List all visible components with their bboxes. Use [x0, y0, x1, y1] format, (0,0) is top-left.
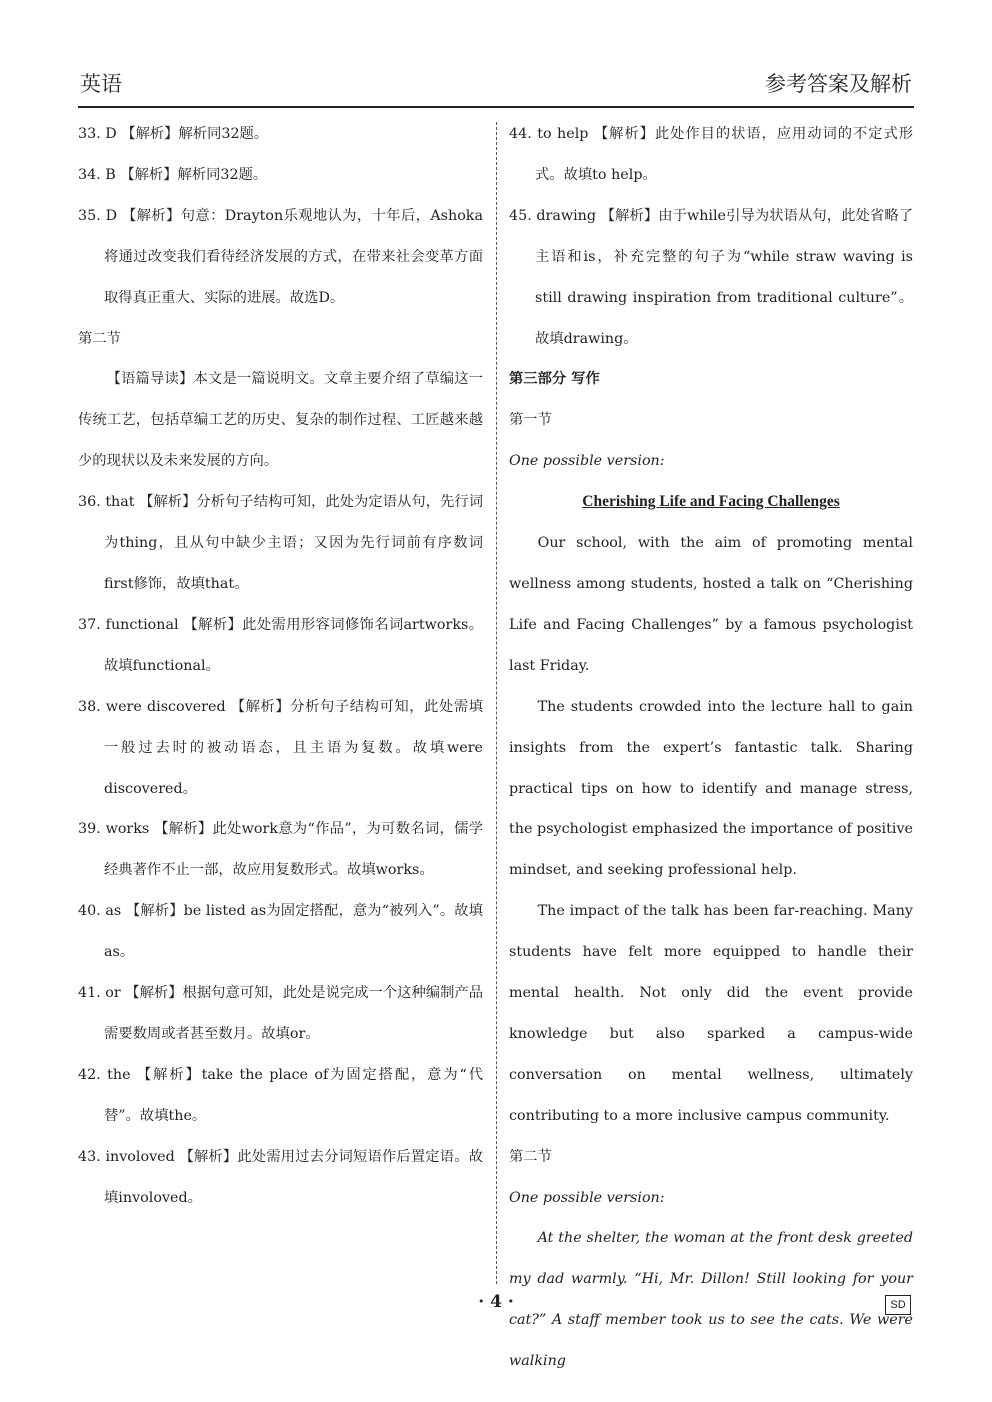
- essay-paragraph: Our school, with the aim of promoting mental wellness among students, hosted a talk on “Cherishing Life and Facing Challenges” by a famous psychologist last Friday.: [509, 535, 913, 674]
- right-column: [509, 114, 913, 1382]
- answer-36: 36. that 【解析】分析句子结构可知，此处为定语从句，先行词为thing，且从句中缺少主语；又因为先行词前有序数词first修饰，故填that。: [78, 494, 483, 592]
- answer-41: 41. or 【解析】根据句意可知，此处是说完成一个这种编制产品需要数周或者甚至数月。故填or。: [78, 985, 483, 1042]
- essay-paragraph: The impact of the talk has been far-reaching. Many students have felt more equipped to handle their mental health. Not only did the event provide knowledge but also sparked a campus-wide conversation on mental wellness, ultimately contributing to a more inclusive campus community.: [509, 903, 913, 1124]
- version-label: One possible version:: [509, 453, 665, 470]
- section-heading: 第二节: [78, 330, 121, 347]
- page-header: [78, 62, 914, 108]
- edition-badge: SD: [885, 1295, 911, 1315]
- answer-33: 33. D 【解析】解析同32题。: [78, 126, 269, 142]
- answer-43: 43. involoved 【解析】此处需用过去分词短语作后置定语。故填involoved。: [78, 1148, 483, 1206]
- answer-42: 42. the 【解析】take the place of为固定搭配，意为“代替”。故填the。: [78, 1066, 483, 1124]
- answer-45: 45. drawing 【解析】由于while引导为状语从句，此处省略了主语和is，补充完整的句子为“while straw waving is still drawing inspiration from traditional culture”。故填drawing。: [509, 207, 913, 347]
- section-heading: 第一节: [509, 412, 552, 429]
- answer-38: 38. were discovered 【解析】分析句子结构可知，此处需填一般过去时的被动语态，且主语为复数。故填were discovered。: [78, 698, 483, 797]
- answer-44: 44. to help 【解析】此处作目的状语，应用动词的不定式形式。故填to help。: [509, 126, 913, 183]
- section-heading: 第二节: [509, 1148, 552, 1165]
- part-heading: 第三部分 写作: [509, 371, 600, 388]
- answer-40: 40. as 【解析】be listed as为固定搭配，意为“被列入”。故填as。: [78, 903, 483, 961]
- answer-35: 35. D 【解析】句意：Drayton乐观地认为，十年后，Ashoka将通过改变我们看待经济发展的方式，在带来社会变革方面取得真正重大、实际的进展。故选D。: [78, 207, 483, 306]
- version-label: One possible version:: [509, 1189, 665, 1206]
- answer-37: 37. functional 【解析】此处需用形容词修饰名词artworks。故填functional。: [78, 616, 483, 674]
- section-title: 参考答案及解析: [765, 72, 912, 96]
- essay-title: Cherishing Life and Facing Challenges: [582, 493, 840, 511]
- essay-paragraph: The students crowded into the lecture hall to gain insights from the expert’s fantastic talk. Sharing practical tips on how to identify and manage stress, the psychologist emphasized the importance of positive mindset, and seeking professional help.: [509, 698, 913, 879]
- story-paragraph: At the shelter, the woman at the front desk greeted my dad warmly. “Hi, Mr. Dillon! Still looking for your cat?” A staff member took us to see the cats. We were walking: [509, 1230, 913, 1370]
- column-divider: [496, 122, 497, 1284]
- passage-guide: 【语篇导读】本文是一篇说明文。文章主要介绍了草编这一传统工艺，包括草编工艺的历史、复杂的制作过程、工匠越来越少的现状以及未来发展的方向。: [78, 371, 483, 470]
- answer-34: 34. B 【解析】解析同32题。: [78, 166, 268, 183]
- page-number: · 4 ·: [478, 1292, 514, 1312]
- subject-label: 英语: [80, 72, 122, 96]
- left-column: [78, 114, 483, 1218]
- answer-39: 39. works 【解析】此处work意为“作品”，为可数名词，儒学经典著作不止一部，故应用复数形式。故填works。: [78, 821, 483, 879]
